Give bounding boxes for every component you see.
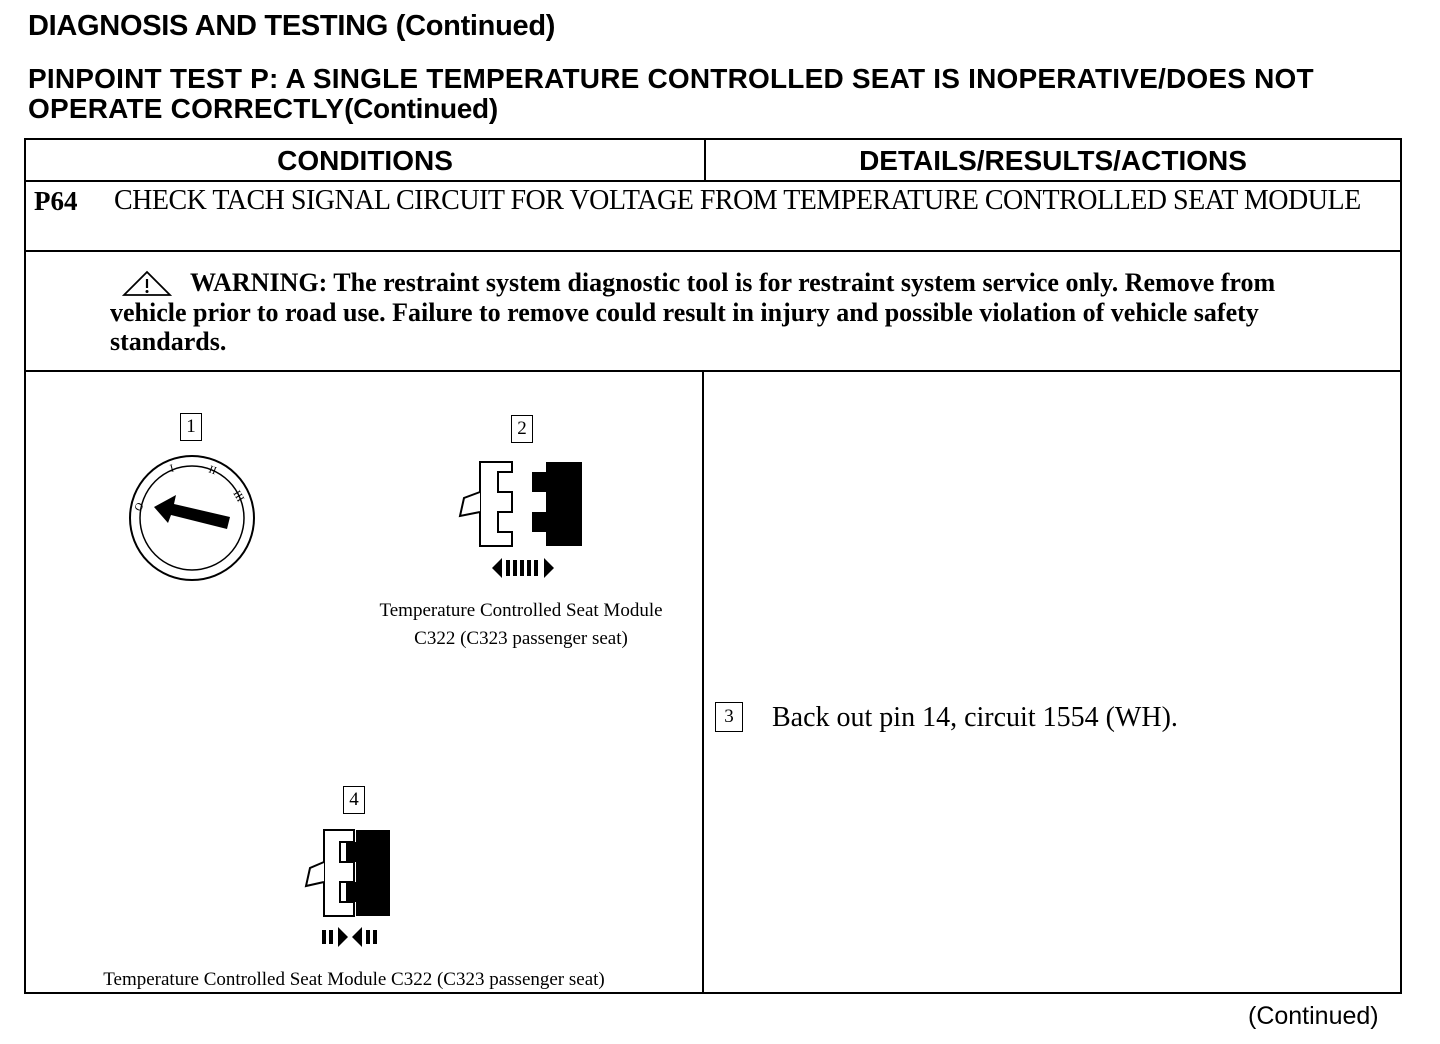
warning-label: WARNING:: [190, 268, 328, 297]
warning-message: [110, 268, 1350, 357]
ignition-label-0: O: [132, 500, 147, 514]
callout-3: 3: [715, 702, 743, 732]
warning-row-divider: [26, 370, 1400, 372]
step-title: CHECK TACH SIGNAL CIRCUIT FOR VOLTAGE FROM TEMPERATURE CONTROLLED SEAT MODULE: [114, 185, 1361, 216]
step-id: P64: [34, 186, 78, 216]
ignition-label-2: II: [206, 463, 218, 478]
pinpoint-test-title: [28, 64, 1418, 124]
continued-footer: (Continued): [1248, 1002, 1379, 1030]
connector-connect-icon: [304, 828, 396, 950]
connector-disconnect-icon: [458, 458, 588, 582]
body-column-divider: [702, 372, 704, 994]
figure-2-caption-line-1: Temperature Controlled Seat Module: [379, 600, 663, 621]
callout-1: 1: [180, 413, 202, 441]
pinpoint-test-title-text: PINPOINT TEST P: A SINGLE TEMPERATURE CONTROLLED SEAT IS INOPERATIVE/DOES NOT OPERATE CORRECTLY: [28, 63, 1314, 124]
callout-2: 2: [511, 415, 533, 443]
figure-2-caption: [340, 597, 702, 653]
warning-text: The restraint system diagnostic tool is for restraint system service only. Remove from vehicle prior to road use. Failure to remove could result in injury and possible violation of vehicle safety standards.: [110, 268, 1276, 356]
step-3-action: Back out pin 14, circuit 1554 (WH).: [772, 702, 1178, 733]
ignition-label-1: I: [168, 462, 176, 475]
conditions-column-header: CONDITIONS: [277, 145, 453, 176]
figure-2-caption-line-2: C322 (C323 passenger seat): [414, 628, 628, 649]
ignition-label-3: III: [230, 488, 247, 505]
step-row-divider: [26, 250, 1400, 252]
details-column-header: DETAILS/RESULTS/ACTIONS: [859, 145, 1247, 176]
figure-4-caption: Temperature Controlled Seat Module C322 (C323 passenger seat): [103, 969, 605, 990]
section-title: DIAGNOSIS AND TESTING (Continued): [28, 10, 556, 42]
ignition-switch-icon: [126, 455, 258, 581]
callout-4: 4: [343, 786, 365, 814]
header-row-divider: [26, 180, 1400, 182]
pinpoint-test-title-suffix: (Continued): [344, 93, 498, 124]
